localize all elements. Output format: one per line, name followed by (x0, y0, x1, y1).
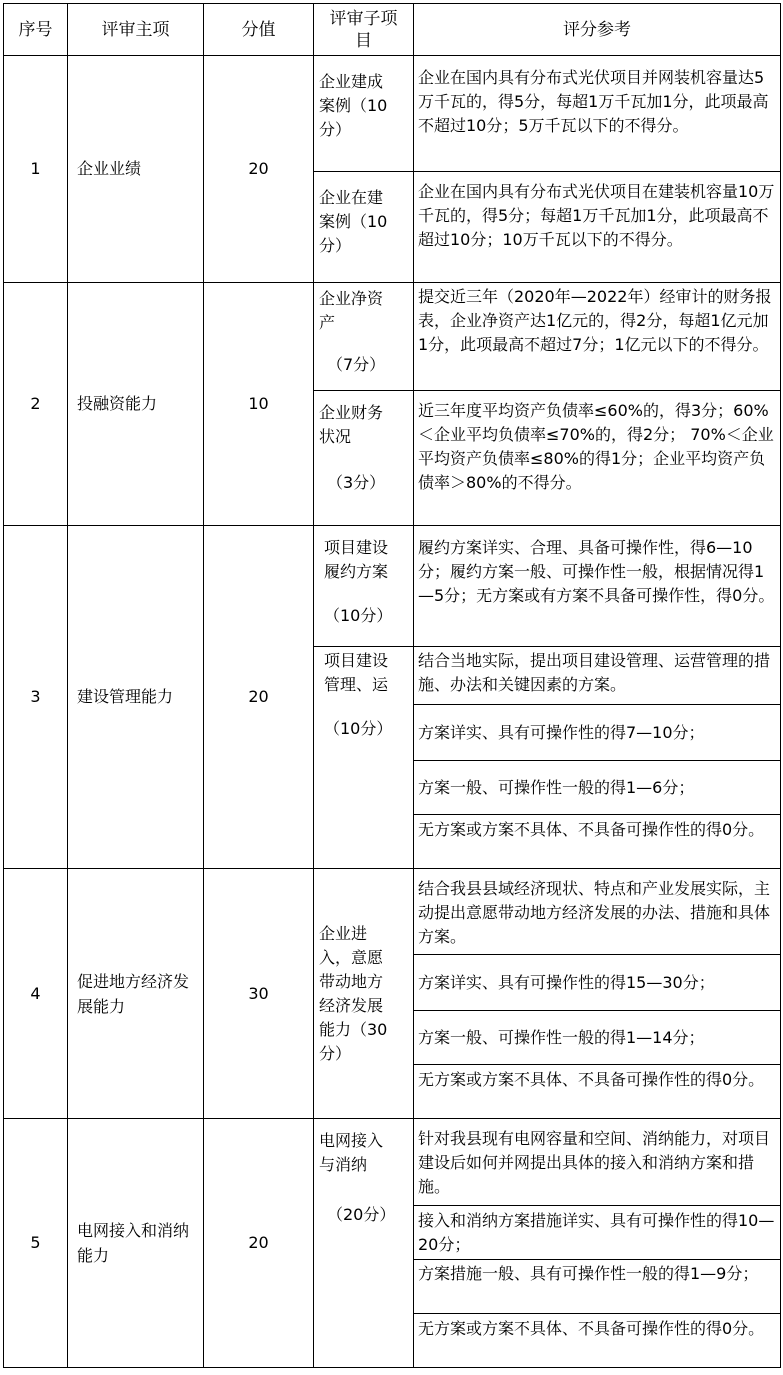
ref-text: 近三年度平均资产负债率≤60%的，得3分；60%＜企业平均负债率≤70%的，得2分； 70%＜企业平均资产负债率≤80%的得1分；企业平均资产负债率＞80%的不得分。 (414, 391, 781, 526)
sub-line: 分） (319, 120, 352, 139)
table-row (4, 56, 781, 172)
header-score: 分值 (204, 4, 314, 56)
row-main: 企业业绩 (68, 56, 204, 283)
sub-line: 能力（30 (319, 1019, 388, 1039)
sub-line: 带动地方 (319, 971, 384, 991)
sub-line: 与消纳 (319, 1155, 368, 1174)
ref-text: 企业在国内具有分布式光伏项目并网装机容量达5万千瓦的，得5分，每超1万千瓦加1分，此项最高不超过10分；5万千瓦以下的不得分。 (414, 56, 781, 172)
sub-line: 案例（10 (319, 96, 388, 115)
table-row (4, 1119, 781, 1206)
sub-item (314, 869, 414, 1119)
row-score: 20 (204, 56, 314, 283)
row-main-text: 电网接入和消纳能力 (77, 1221, 190, 1265)
table-row (4, 526, 781, 647)
row-main-text: 促进地方经济发展能力 (77, 971, 190, 1016)
ref-text: 提交近三年（2020年—2022年）经审计的财务报表，企业净资产达1亿元的，得2分，每超1亿元加1分，此项最高不超过7分；1亿元以下的不得分。 (414, 283, 781, 391)
ref-text: 企业在国内具有分布式光伏项目在建装机容量10万千瓦的，得5分；每超1万千瓦加1分，此项最高不超过10分；10万千瓦以下的不得分。 (414, 172, 781, 283)
table-row (4, 869, 781, 955)
sub-points: （10分） (324, 606, 393, 625)
ref-text: 结合我县县域经济现状、特点和产业发展实际，主动提出意愿带动地方经济发展的办法、措施和具体方案。 (414, 869, 781, 955)
header-no: 序号 (4, 4, 68, 56)
ref-text: 结合当地实际，提出项目建设管理、运营管理的措施、办法和关键因素的方案。 (414, 647, 781, 705)
ref-text: 方案一般、可操作性一般的得1—14分； (414, 1011, 781, 1065)
row-no: 3 (4, 526, 68, 869)
header-ref: 评分参考 (414, 4, 781, 56)
sub-line: 案例（10 (319, 212, 388, 231)
row-score: 30 (204, 869, 314, 1119)
row-no: 4 (4, 869, 68, 1119)
ref-text: 针对我县现有电网容量和空间、消纳能力，对项目建设后如何并网提出具体的接入和消纳方案和措施。 (414, 1119, 781, 1206)
sub-item (314, 56, 414, 172)
row-main: 建设管理能力 (68, 526, 204, 869)
sub-line: 企业净资 (319, 289, 384, 308)
sub-line: 分） (319, 236, 352, 255)
row-score: 10 (204, 283, 314, 526)
ref-text: 无方案或方案不具体、不具备可操作性的得0分。 (414, 1314, 781, 1368)
sub-line: 企业财务 (319, 403, 384, 422)
ref-text: 接入和消纳方案措施详实、具有可操作性的得10—20分； (414, 1206, 781, 1260)
sub-item (314, 391, 414, 526)
header-main: 评审主项 (68, 4, 204, 56)
header-sub-line2: 目 (355, 30, 372, 51)
row-main (68, 1119, 204, 1368)
sub-line: 企业进 (319, 923, 368, 943)
ref-text: 方案一般、可操作性一般的得1—6分； (414, 761, 781, 815)
ref-text: 履约方案详实、合理、具备可操作性，得6—10分；履约方案一般、可操作性一般，根据情况得1—5分；无方案或有方案不具备可操作性，得0分。 (414, 526, 781, 647)
row-no: 2 (4, 283, 68, 526)
sub-line: 经济发展 (319, 995, 384, 1015)
row-no: 5 (4, 1119, 68, 1368)
sub-item (314, 172, 414, 283)
table-row (4, 283, 781, 391)
header-row (4, 4, 781, 56)
header-sub (314, 4, 414, 56)
row-main (68, 869, 204, 1119)
sub-line: 入，意愿 (319, 947, 384, 967)
sub-line: 状况 (319, 427, 352, 446)
row-score: 20 (204, 1119, 314, 1368)
ref-text: 无方案或方案不具体、不具备可操作性的得0分。 (414, 815, 781, 869)
sub-line: 电网接入 (319, 1131, 384, 1150)
sub-points: （10分） (324, 719, 393, 738)
row-no: 1 (4, 56, 68, 283)
sub-item (314, 526, 414, 647)
sub-item (314, 647, 414, 869)
sub-line: 企业建成 (319, 72, 384, 91)
sub-line: 企业在建 (319, 188, 384, 207)
ref-text: 方案详实、具有可操作性的得7—10分； (414, 705, 781, 761)
sub-item (314, 283, 414, 391)
scoring-table (3, 3, 781, 1368)
sub-points: （20分） (327, 1205, 396, 1224)
row-score: 20 (204, 526, 314, 869)
sub-points: （3分） (327, 473, 386, 492)
sub-points: （7分） (327, 355, 386, 374)
sub-line: 产 (319, 313, 336, 332)
header-sub-line1: 评审子项 (329, 8, 398, 29)
sub-line: 履约方案 (324, 562, 389, 581)
sub-line: 项目建设 (324, 651, 389, 670)
sub-item (314, 1119, 414, 1368)
ref-text: 方案措施一般、具有可操作性一般的得1—9分； (414, 1260, 781, 1314)
row-main: 投融资能力 (68, 283, 204, 526)
sub-line: 分） (319, 1043, 352, 1063)
sub-line: 项目建设 (324, 538, 389, 557)
ref-text: 方案详实、具有可操作性的得15—30分； (414, 955, 781, 1011)
sub-line: 管理、运 (324, 675, 389, 694)
ref-text: 无方案或方案不具体、不具备可操作性的得0分。 (414, 1065, 781, 1119)
